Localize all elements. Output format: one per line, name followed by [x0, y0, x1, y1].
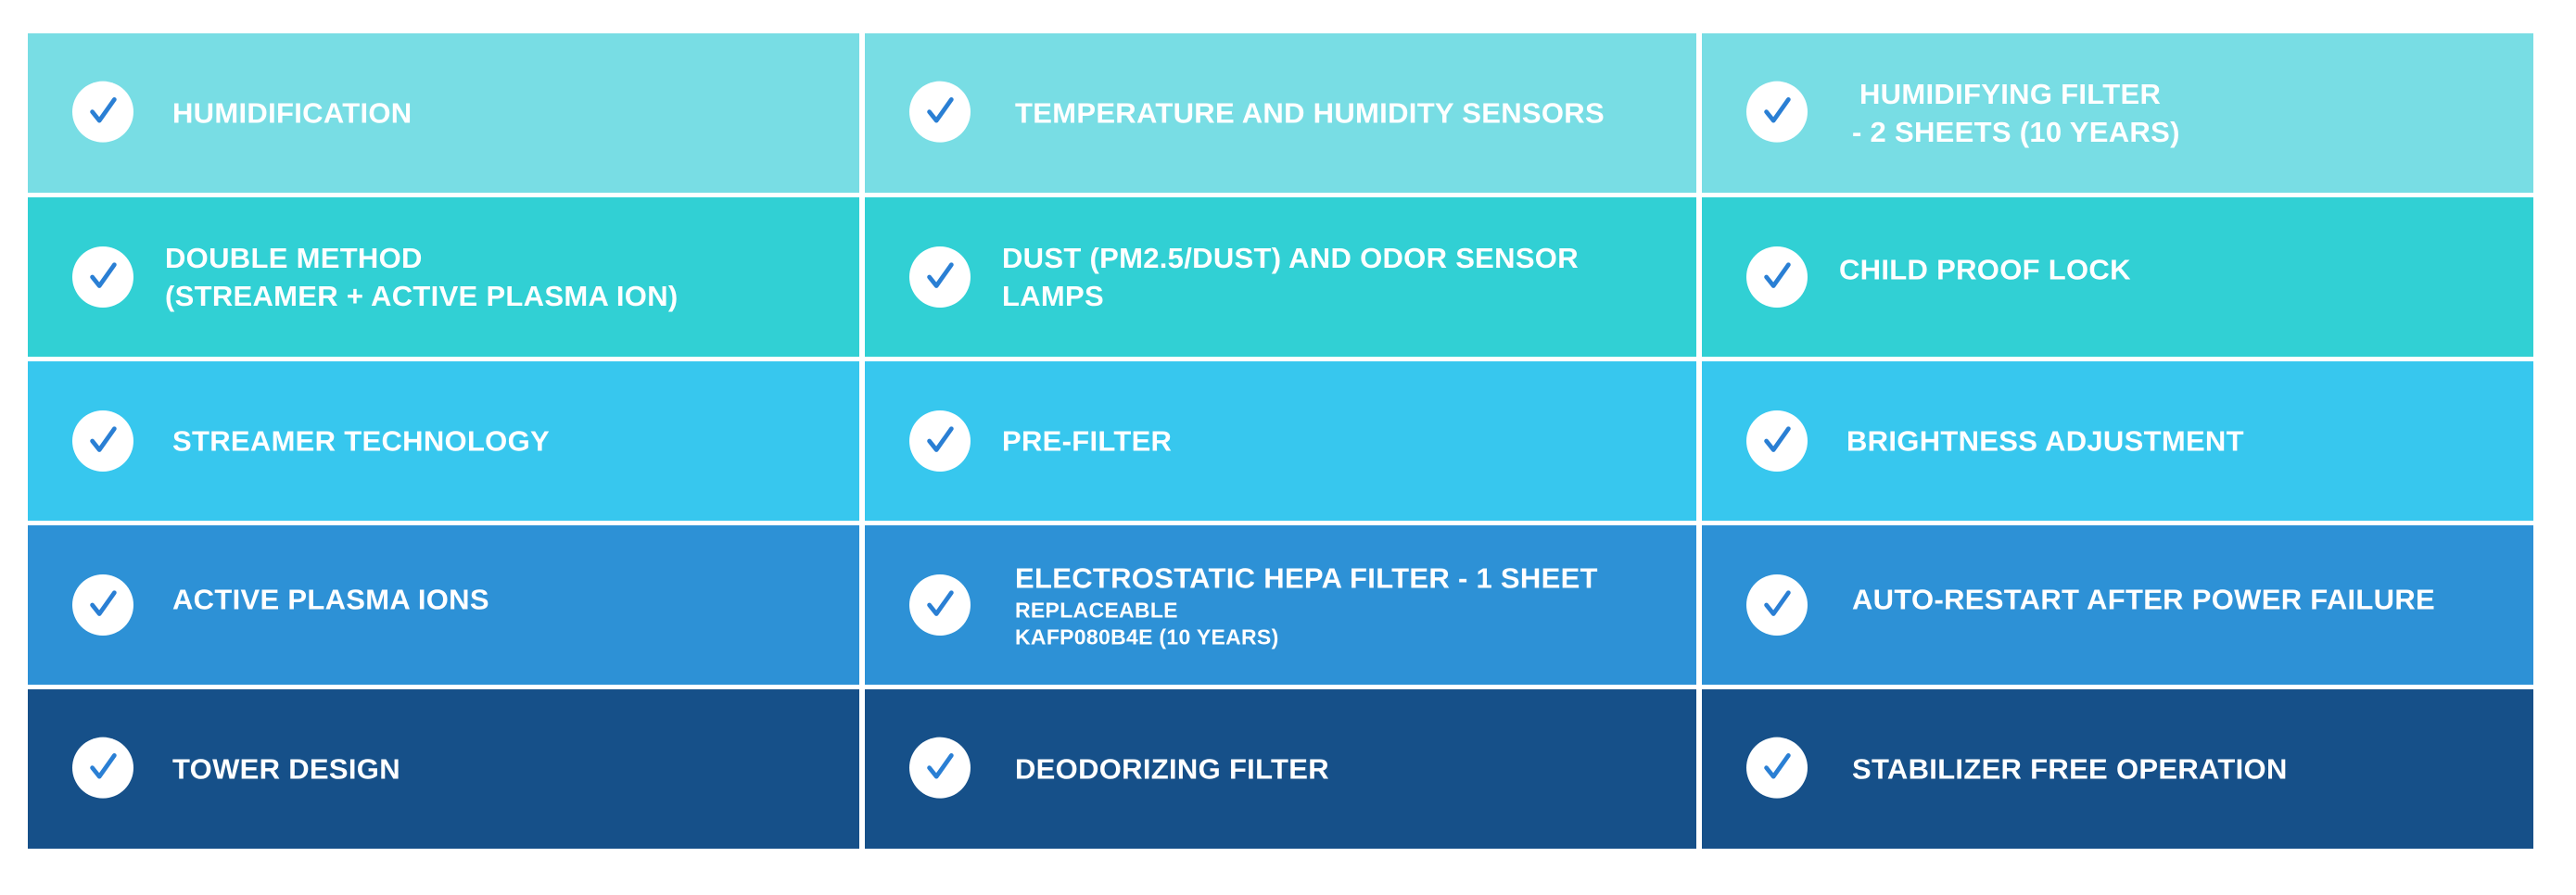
feature-cell-humidification [28, 33, 859, 193]
feature-label-line: HUMIDIFICATION [172, 96, 412, 130]
feature-label [1015, 95, 1678, 132]
feature-cell-brightness-adjustment [1702, 361, 2533, 521]
feature-label [172, 581, 841, 619]
feature-label [1852, 75, 2515, 151]
check-icon [1746, 82, 1808, 143]
feature-label-line: TOWER DESIGN [172, 752, 400, 786]
check-icon [72, 410, 133, 472]
feature-cell-temperature-humidity-sensors [865, 33, 1696, 193]
feature-cell-electrostatic-hepa-filter [865, 525, 1696, 685]
check-icon [909, 737, 971, 799]
check-icon [1746, 410, 1808, 472]
feature-label [1002, 422, 1678, 460]
feature-label-line: PRE-FILTER [1002, 424, 1173, 458]
check-icon [1746, 574, 1808, 636]
feature-sublabel-line: REPLACEABLE [1015, 598, 1178, 623]
feature-label-line: TEMPERATURE AND HUMIDITY SENSORS [1015, 96, 1605, 130]
feature-label [1015, 560, 1678, 651]
check-icon [1746, 246, 1808, 308]
feature-label [1852, 750, 2515, 788]
feature-label [172, 422, 841, 460]
feature-cell-deodorizing-filter [865, 689, 1696, 849]
feature-cell-pre-filter [865, 361, 1696, 521]
feature-label-line: BRIGHTNESS ADJUSTMENT [1846, 424, 2244, 458]
feature-cell-auto-restart [1702, 525, 2533, 685]
feature-label-line: HUMIDIFYING FILTER [1859, 78, 2162, 110]
feature-label-line: LAMPS [1002, 280, 1104, 312]
feature-cell-dust-odor-sensor [865, 197, 1696, 357]
feature-cell-streamer-technology [28, 361, 859, 521]
feature-label-line: STABILIZER FREE OPERATION [1852, 752, 2288, 786]
feature-cell-active-plasma-ions [28, 525, 859, 685]
check-icon [72, 82, 133, 143]
feature-label-line: DUST (PM2.5/DUST) AND ODOR SENSOR [1002, 242, 1579, 274]
feature-cell-double-method [28, 197, 859, 357]
check-icon [72, 246, 133, 308]
check-icon [72, 574, 133, 636]
check-icon [909, 410, 971, 472]
feature-label-line: DEODORIZING FILTER [1015, 752, 1329, 786]
feature-cell-tower-design [28, 689, 859, 849]
feature-label-line: ELECTROSTATIC HEPA FILTER - 1 SHEET [1015, 561, 1598, 595]
check-icon [1746, 737, 1808, 799]
check-icon [909, 82, 971, 143]
feature-label-line: STREAMER TECHNOLOGY [172, 424, 550, 458]
feature-cell-humidifying-filter [1702, 33, 2533, 193]
feature-label-line: (STREAMER + ACTIVE PLASMA ION) [165, 280, 679, 312]
check-icon [909, 574, 971, 636]
feature-label [1015, 750, 1678, 788]
feature-label [165, 239, 841, 315]
feature-label [1839, 251, 2515, 289]
feature-cell-child-proof-lock [1702, 197, 2533, 357]
feature-label-line: CHILD PROOF LOCK [1839, 253, 2131, 286]
feature-label [1846, 422, 2515, 460]
feature-label-line: ACTIVE PLASMA IONS [172, 583, 489, 616]
feature-label [172, 750, 841, 788]
feature-label-line: AUTO-RESTART AFTER POWER FAILURE [1852, 583, 2436, 616]
feature-label-line: - 2 SHEETS (10 YEARS) [1852, 116, 2180, 148]
feature-label [1852, 581, 2515, 619]
feature-cell-stabilizer-free-operation [1702, 689, 2533, 849]
feature-label [1002, 239, 1678, 315]
feature-label [172, 95, 841, 132]
feature-sublabel-line: KAFP080B4E (10 YEARS) [1015, 624, 1279, 649]
check-icon [72, 737, 133, 799]
feature-label-line: DOUBLE METHOD [165, 242, 423, 274]
feature-grid [28, 33, 2535, 849]
check-icon [909, 246, 971, 308]
